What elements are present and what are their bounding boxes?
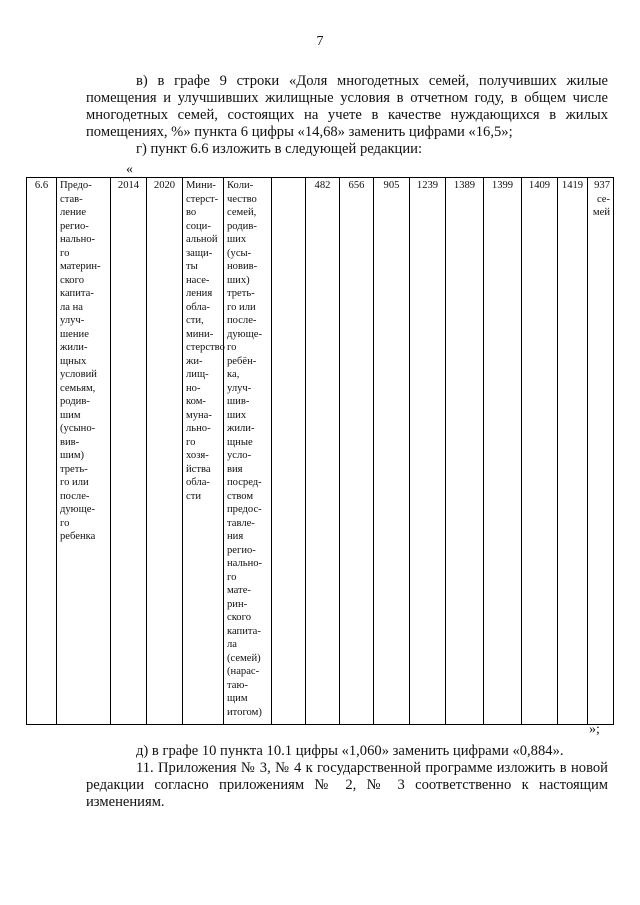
- value-cell: 482: [306, 178, 340, 725]
- executor: Мини- стерст- во соци- альной защи- ты насе- ления обла- сти, мини- стерство жи- лищ- но- ком- муна- льно- го хозя- йства обла- сти: [183, 178, 224, 725]
- paragraph-d: д) в графе 10 пункта 10.1 цифры «1,060» заменить цифрами «0,884».: [136, 743, 564, 759]
- paragraph-11: 11. Приложения № 3, № 4 к государственной программе изложить в новой редакции согласно приложениям № 2, № 3 соответственно к настоящим изменениям.: [86, 760, 608, 810]
- item-number: 6.6: [27, 178, 57, 725]
- value-cell: 1399: [484, 178, 522, 725]
- page-number: 7: [316, 34, 324, 49]
- item-description: Предо- став- ление регио- нально- го материн- ского капита- ла на улуч- шение жили- щных условий семьям, родив- шим (усыно- вив- шим) треть- го или после- дующе- го ребенка: [57, 178, 111, 725]
- value-cell: 905: [374, 178, 410, 725]
- quote-open: «: [126, 162, 133, 177]
- value-cell: 937 се- мей: [588, 178, 614, 725]
- program-table: [26, 177, 614, 725]
- indicator: Коли- чество семей, родив- ших (усы- новив- ших) треть- го или после- дующе- го ребён- ка, улуч- шив- ших жили- щные усло- вия посред- ством предос- тавле- ния регио- нально- го мате- рин- ского капита- ла (семей) (нарас- таю- щим итогом): [224, 178, 272, 725]
- year-end: 2020: [147, 178, 183, 725]
- empty-cell: [272, 178, 306, 725]
- value-cell: 1409: [522, 178, 558, 725]
- value-cell: 656: [340, 178, 374, 725]
- value-cell: 1389: [446, 178, 484, 725]
- quote-close: »;: [589, 722, 600, 737]
- paragraph-v: в) в графе 9 строки «Доля многодетных семей, получивших жилые помещения и улучшивших жилищные условия в отчетном году, в общем числе многодетных семей, состоящих на учете в качестве нуждающихся в жилых помещениях, %» пункта 6 цифры «14,68» заменить цифрами «16,5»;: [86, 73, 608, 140]
- value-cell: 1239: [410, 178, 446, 725]
- year-start: 2014: [111, 178, 147, 725]
- table-row: [27, 178, 614, 725]
- value-cell: 1419: [558, 178, 588, 725]
- paragraph-g: г) пункт 6.6 изложить в следующей редакции:: [136, 141, 423, 157]
